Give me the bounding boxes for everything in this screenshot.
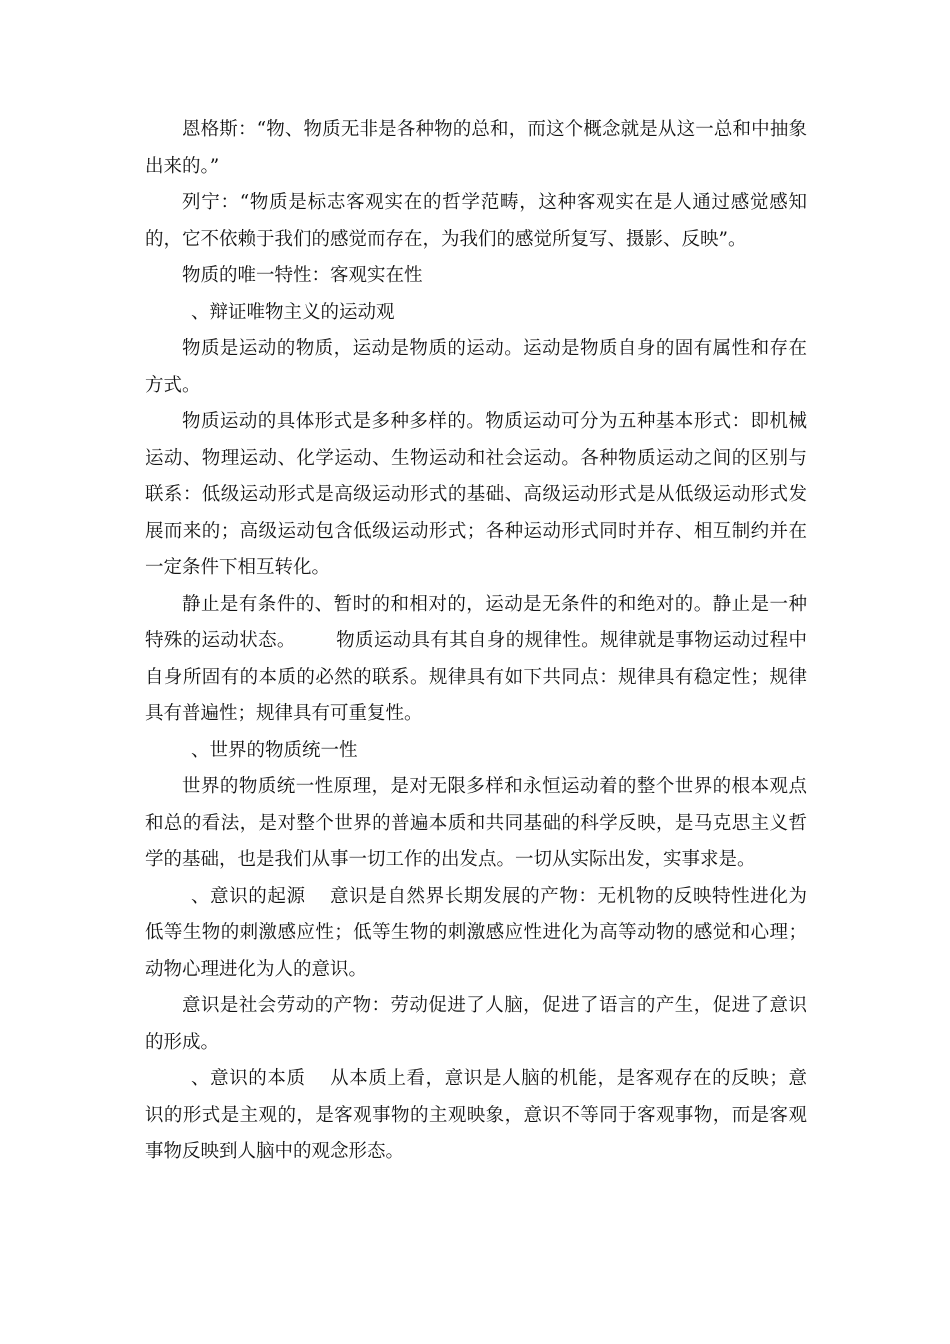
document-page — [145, 112, 807, 1171]
paragraph-unity-principle: 世界的物质统一性原理，是对无限多样和永恒运动着的整个世界的根本观点和总的看法，是对整个世界的普遍本质和共同基础的科学反映，是马克思主义哲学的基础，也是我们从事一切工作的出发点。一切从实际出发，实事求是。 — [145, 776, 807, 870]
section-heading-motion: 、辩证唯物主义的运动观 — [191, 301, 395, 323]
paragraph-matter-motion: 物质是运动的物质，运动是物质的运动。运动是物质自身的固有属性和存在方式。 — [145, 338, 807, 396]
paragraph-consciousness-essence — [145, 1061, 807, 1171]
paragraph-rest-and-law — [145, 587, 807, 733]
section-heading-origin: 、意识的起源 — [191, 885, 306, 907]
text-rest: 静止是有条件的、暂时的和相对的，运动是无条件的和绝对的。静止是一种特殊的运动状态。 — [145, 593, 807, 651]
paragraph-labor-product: 意识是社会劳动的产物：劳动促进了人脑，促进了语言的产生，促进了意识的形成。 — [145, 995, 807, 1053]
paragraph-motion-forms: 物质运动的具体形式是多种多样的。物质运动可分为五种基本形式：即机械运动、物理运动、化学运动、生物运动和社会运动。各种物质运动之间的区别与联系：低级运动形式是高级运动形式的基础、高级运动形式是从低级运动形式发展而来的；高级运动包含低级运动形式；各种运动形式同时并存、相互制约并在一定条件下相互转化。 — [145, 411, 807, 578]
paragraph-consciousness-origin — [145, 879, 807, 989]
text-law: 物质运动具有其自身的规律性。规律就是事物运动过程中自身所固有的本质的必然的联系。规律具有如下共同点：规律具有稳定性；规律具有普遍性；规律具有可重复性。 — [145, 630, 807, 724]
text-essence: 从本质上看，意识是人脑的机能，是客观存在的反映；意识的形式是主观的，是客观事物的主观映象，意识不等同于客观事物，而是客观事物反映到人脑中的观念形态。 — [145, 1068, 807, 1162]
paragraph-lenin-quote: 列宁：“物质是标志客观实在的哲学范畴，这种客观实在是人通过感觉感知的，它不依赖于我们的感觉而存在，为我们的感觉所复写、摄影、反映”。 — [145, 192, 807, 250]
paragraph-engels-quote: 恩格斯：“物、物质无非是各种物的总和，而这个概念就是从这一总和中抽象出来的。” — [145, 119, 807, 177]
section-heading-essence: 、意识的本质 — [191, 1068, 306, 1089]
text-origin: 意识是自然界长期发展的产物：无机物的反映特性进化为低等生物的刺激感应性；低等生物的刺激感应性进化为高等动物的感觉和心理；动物心理进化为人的意识。 — [145, 885, 807, 980]
paragraph-matter-property: 物质的唯一特性：客观实在性 — [182, 265, 423, 286]
section-heading-unity: 、世界的物质统一性 — [191, 739, 358, 761]
